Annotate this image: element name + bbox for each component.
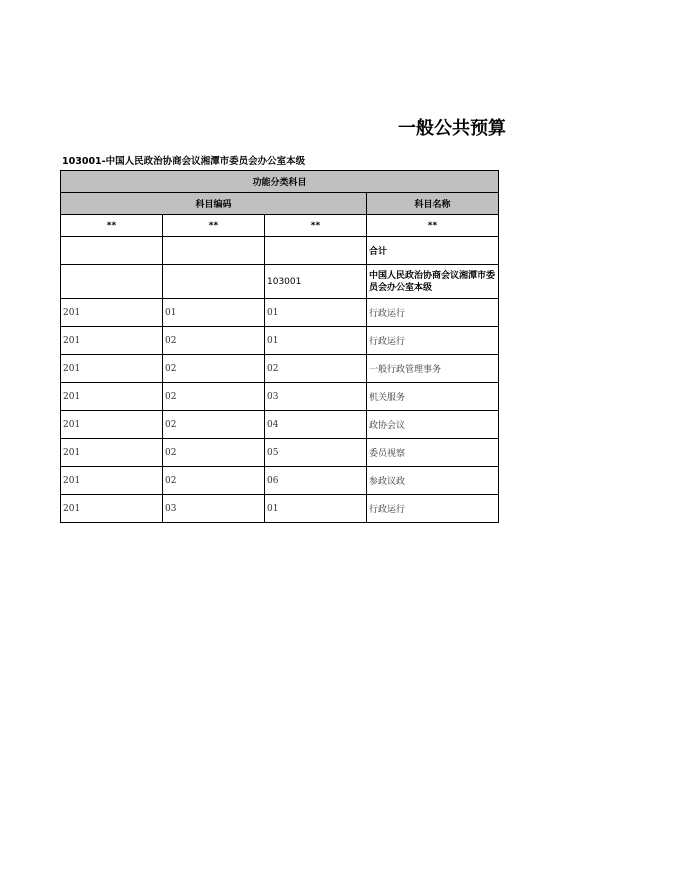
table-row: 201 03 01 行政运行 [61, 495, 499, 523]
table-row: 201 02 06 参政议政 [61, 467, 499, 495]
table-row: 201 02 04 政协会议 [61, 411, 499, 439]
table-row: 201 02 01 行政运行 [61, 327, 499, 355]
header-row-marks [61, 215, 499, 237]
budget-table [60, 170, 499, 523]
org-row [61, 265, 499, 299]
header-row-labels [61, 193, 499, 215]
header-mark: ** [163, 215, 265, 237]
header-row-group [61, 171, 499, 193]
org-code: 103001 [265, 265, 367, 299]
page-title: 一般公共预算 [398, 118, 506, 139]
header-code: 科目编码 [61, 193, 367, 215]
org-name: 中国人民政治协商会议湘潭市委员会办公室本级 [367, 265, 499, 299]
header-mark: ** [265, 215, 367, 237]
unit-label: 103001-中国人民政治协商会议湘潭市委员会办公室本级 [62, 156, 306, 167]
header-name: 科目名称 [367, 193, 499, 215]
table-row: 201 02 05 委员视察 [61, 439, 499, 467]
table-row: 201 02 03 机关服务 [61, 383, 499, 411]
header-group: 功能分类科目 [61, 171, 499, 193]
total-label: 合计 [367, 237, 499, 265]
header-mark: ** [61, 215, 163, 237]
table-row: 201 02 02 一般行政管理事务 [61, 355, 499, 383]
table-row: 201 01 01 行政运行 [61, 299, 499, 327]
total-row [61, 237, 499, 265]
header-mark: ** [367, 215, 499, 237]
